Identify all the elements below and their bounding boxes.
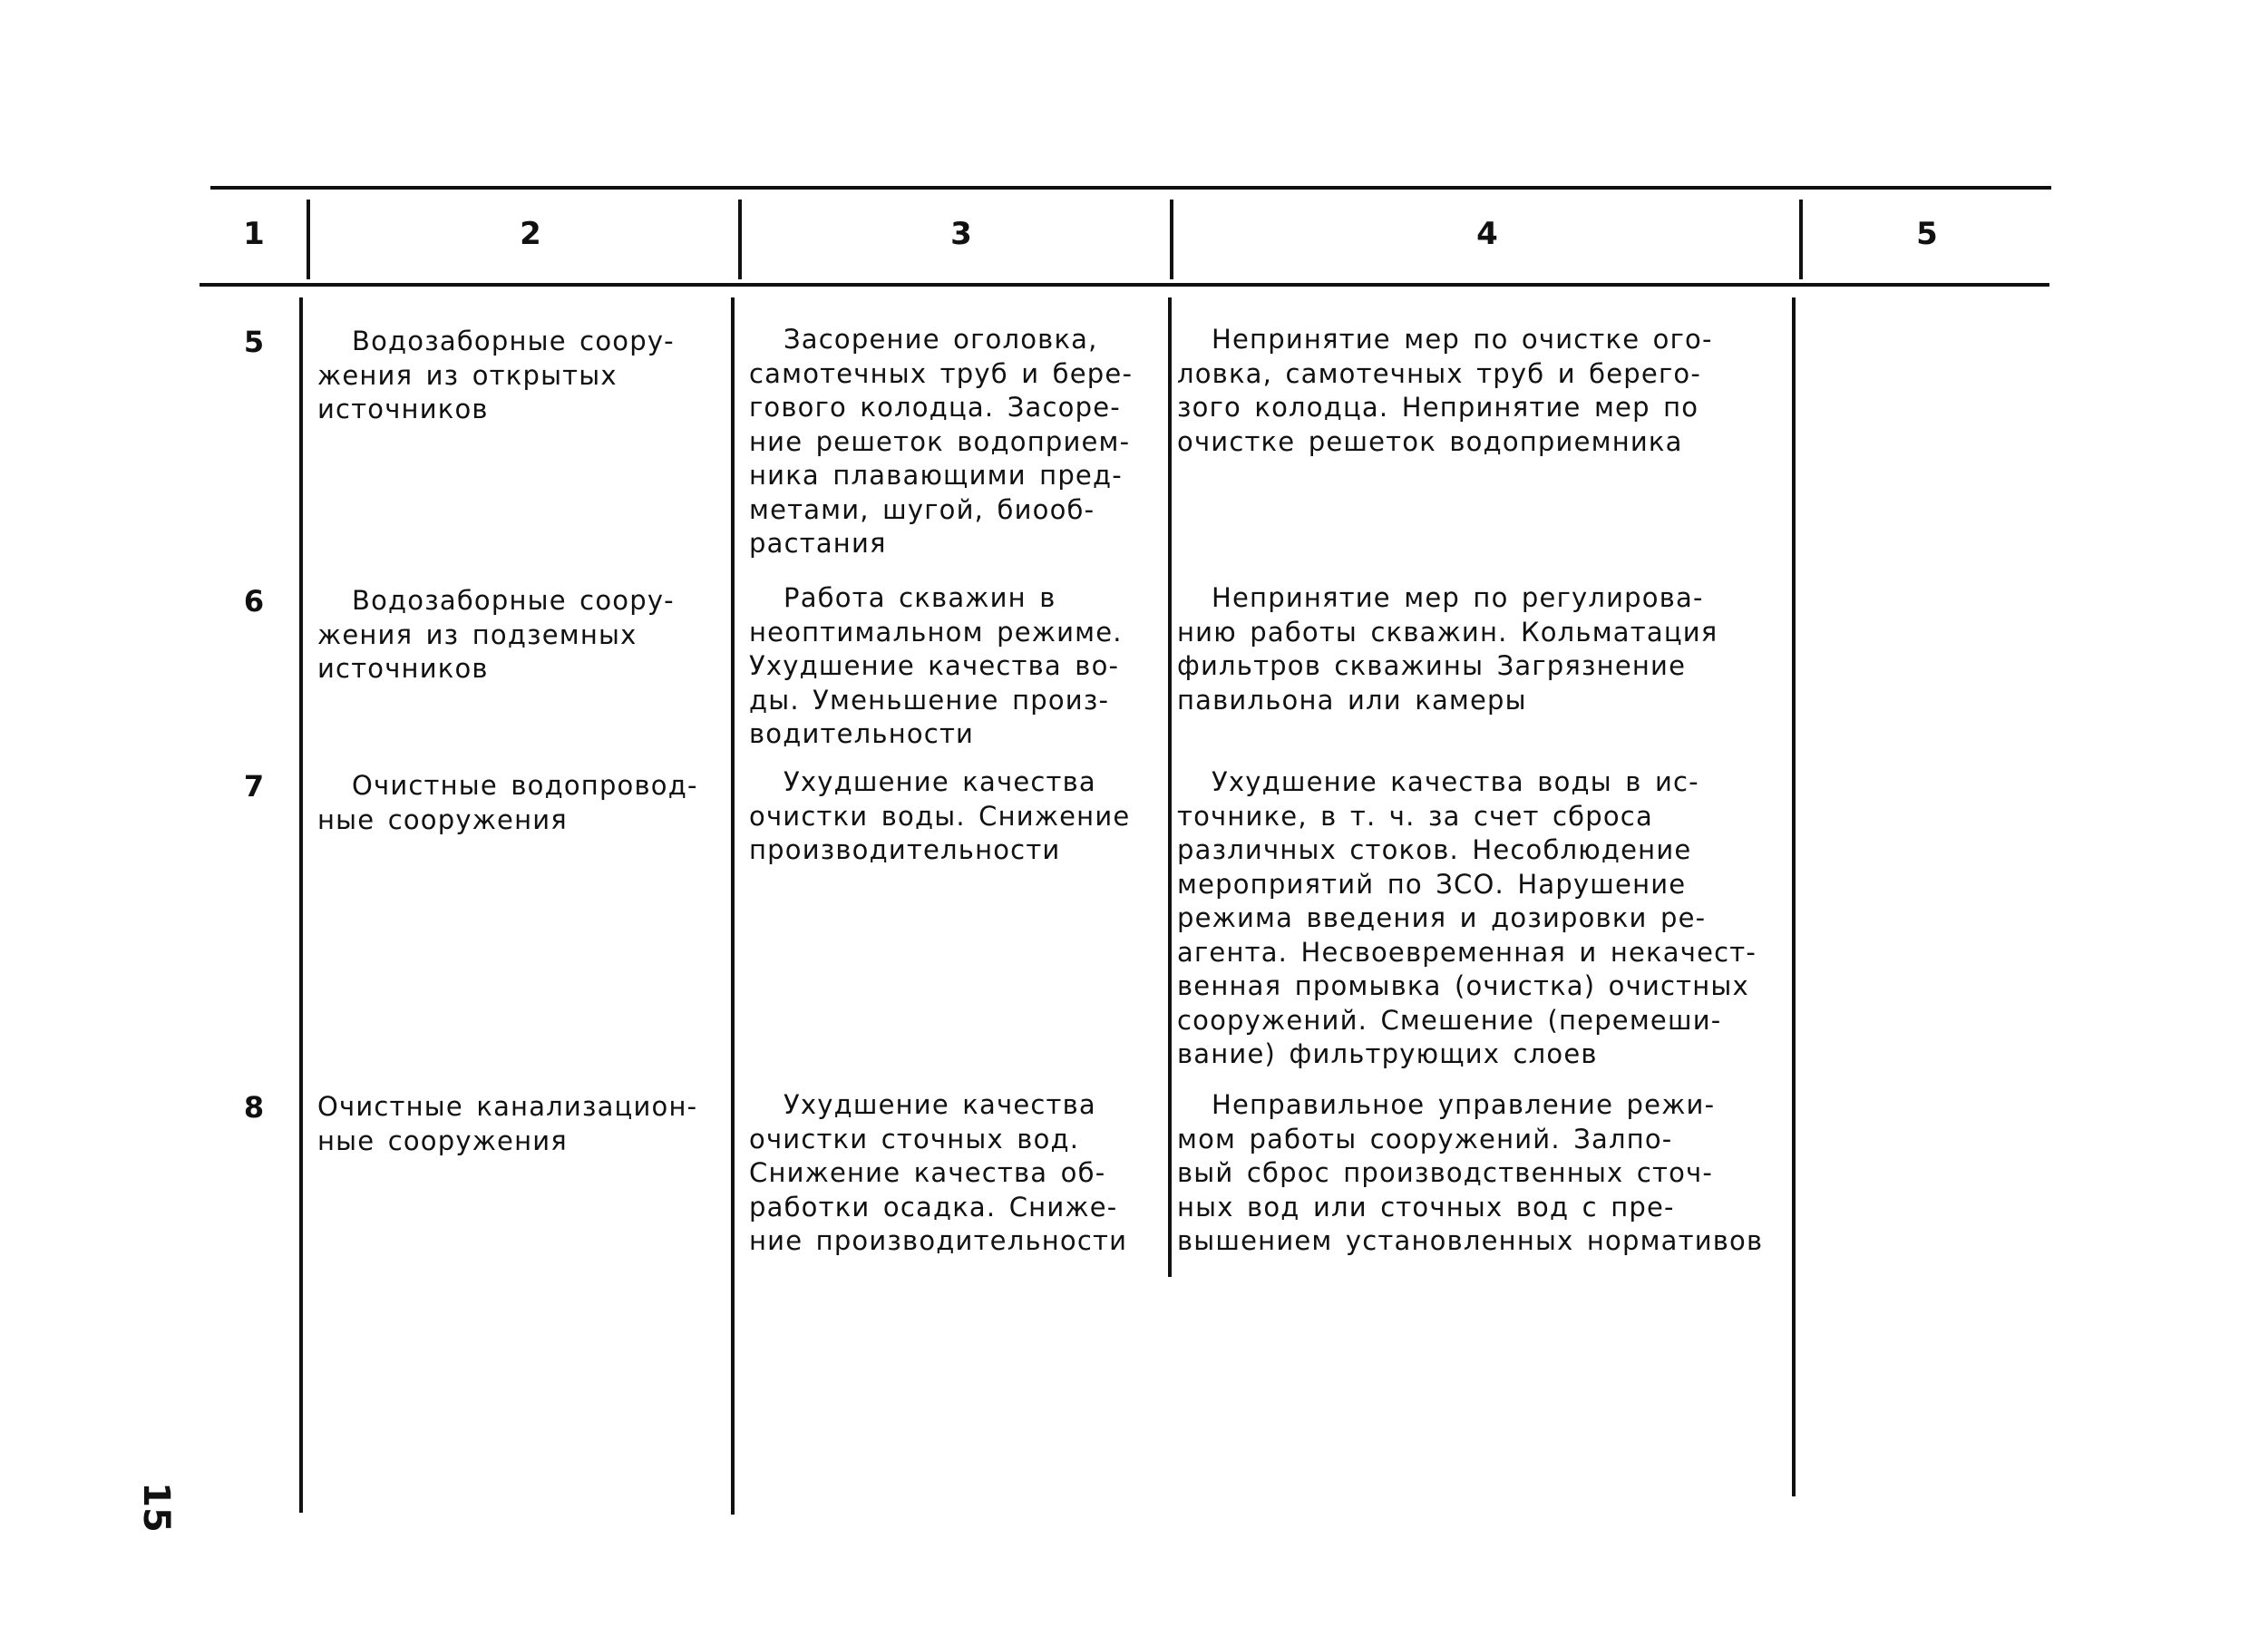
body-divider-4 [1792, 297, 1796, 1496]
header-col-5: 5 [1916, 216, 1938, 252]
table-top-rule [210, 186, 2051, 190]
row-object: Водозаборные соору- жения из подземных источников [317, 585, 675, 684]
row-cause: Ухудшение качества воды в ис- точнике, в т. ч. за счет сброса различных стоков. Несоблюдение мероприятий по ЗСО. Нарушение режима введения и дозировки ре- агента. Несвоевременная и некачест- венная промывка (очистка) очистных сооружений. Смешение (перемеши- вание) фильтрующих слоев [1177, 766, 1757, 1069]
header-bottom-rule [200, 283, 2049, 287]
header-col-2: 2 [520, 216, 541, 252]
row-object: Очистные канализацион- ные сооружения [317, 1091, 698, 1156]
header-col-1: 1 [243, 216, 265, 252]
row-number: 6 [243, 584, 265, 619]
page-number: 15 [135, 1482, 177, 1533]
row-failure: Ухудшение качества очистки воды. Снижение производительности [749, 766, 1131, 865]
row-cause: Непринятие мер по регулирова- нию работы скважин. Кольматация фильтров скважины Загрязнение павильона или камеры [1177, 582, 1718, 716]
header-col-3: 3 [950, 216, 972, 252]
header-divider-1 [307, 200, 310, 279]
row-cause: Непринятие мер по очистке ого- ловка, самотечных труб и берего- зого колодца. Непринятие мер по очистке решеток водоприемника [1177, 324, 1713, 457]
header-divider-3 [1170, 200, 1173, 279]
body-divider-3 [1168, 297, 1172, 1277]
row-failure: Работа скважин в неоптимальном режиме. Ухудшение качества во- ды. Уменьшение произ- водительности [749, 582, 1123, 749]
row-object: Водозаборные соору- жения из открытых источников [317, 326, 675, 424]
header-divider-4 [1799, 200, 1803, 279]
body-divider-2 [731, 297, 735, 1515]
row-cause: Неправильное управление режи- мом работы сооружений. Залпо- вый сброс производственных сточ- ных вод или сточных вод с пре- вышением установленных нормативов [1177, 1089, 1764, 1256]
row-number: 7 [243, 769, 265, 804]
header-divider-2 [738, 200, 742, 279]
row-failure: Засорение оголовка, самотечных труб и бере- гового колодца. Засоре- ние решеток водоприем- ника плавающими пред- метами, шугой, биооб- растания [749, 324, 1134, 559]
body-divider-1 [299, 297, 303, 1513]
row-number: 5 [243, 325, 265, 359]
row-object: Очистные водопровод- ные сооружения [317, 770, 698, 835]
header-col-4: 4 [1476, 216, 1498, 252]
row-number: 8 [243, 1090, 265, 1125]
row-failure: Ухудшение качества очистки сточных вод. Снижение качества об- работки осадка. Сниже- ние производительности [749, 1089, 1128, 1256]
